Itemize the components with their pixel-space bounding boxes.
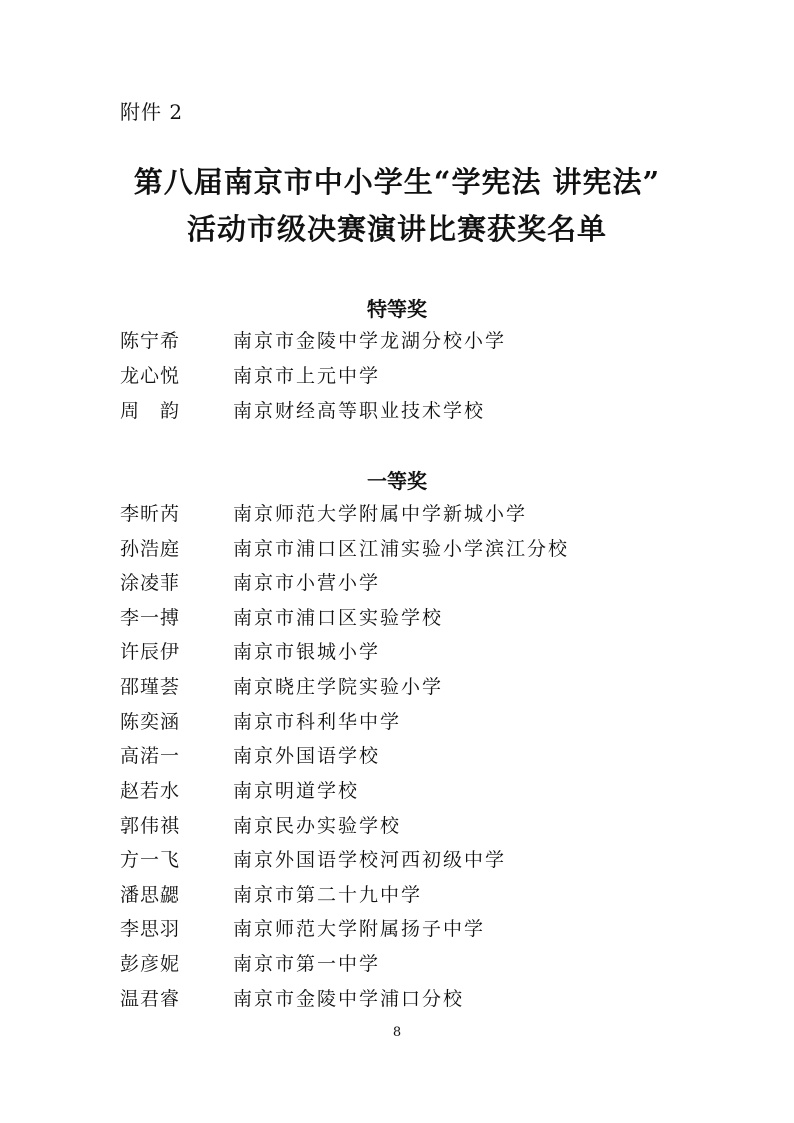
winner-school: 南京外国语学校 [233, 745, 381, 767]
winner-name: 龙心悦 [120, 365, 181, 387]
winner-school: 南京财经高等职业技术学校 [233, 400, 486, 422]
winner-school: 南京市金陵中学龙湖分校小学 [233, 330, 507, 352]
winner-name: 李一搏 [120, 607, 181, 629]
winner-name: 潘思勰 [120, 884, 181, 906]
winner-name: 高渃一 [120, 745, 181, 767]
winner-school: 南京晓庄学院实验小学 [233, 676, 444, 698]
winner-school: 南京师范大学附属中学新城小学 [233, 503, 528, 525]
document-title-line-2: 活动市级决赛演讲比赛获奖名单 [186, 212, 607, 246]
winner-school: 南京外国语学校河西初级中学 [233, 849, 507, 871]
section-heading-special-prize: 特等奖 [367, 297, 427, 321]
winner-name: 彭彦妮 [120, 953, 181, 975]
winner-name: 陈宁希 [120, 330, 181, 352]
winner-school: 南京市浦口区江浦实验小学滨江分校 [233, 538, 570, 560]
winner-name: 李思羽 [120, 918, 181, 940]
winner-school: 南京市科利华中学 [233, 711, 402, 733]
winner-school: 南京市小营小学 [233, 572, 381, 594]
winner-school: 南京市上元中学 [233, 365, 381, 387]
winner-school: 南京市银城小学 [233, 641, 381, 663]
winner-name: 孙浩庭 [120, 538, 181, 560]
page-number: 8 [392, 1025, 402, 1040]
winner-name: 邵瑾荟 [120, 676, 181, 698]
winner-school: 南京市金陵中学浦口分校 [233, 988, 465, 1010]
winner-name: 李昕芮 [120, 503, 181, 525]
winner-school: 南京市第二十九中学 [233, 884, 423, 906]
winner-school: 南京市浦口区实验学校 [233, 607, 444, 629]
winner-name: 陈奕涵 [120, 711, 181, 733]
attachment-label: 附件 2 [120, 100, 184, 124]
winner-name: 赵若水 [120, 780, 181, 802]
winner-school: 南京民办实验学校 [233, 815, 402, 837]
document-title-line-1: 第八届南京市中小学生“学宪法 讲宪法” [133, 165, 661, 199]
section-heading-first-prize: 一等奖 [367, 469, 427, 493]
winner-school: 南京市第一中学 [233, 953, 381, 975]
winner-name: 郭伟祺 [120, 815, 181, 837]
winner-name: 方一飞 [120, 849, 181, 871]
winner-name: 涂凌菲 [120, 572, 181, 594]
winner-name: 温君睿 [120, 988, 181, 1010]
winner-name: 周 韵 [120, 400, 181, 422]
winner-school: 南京师范大学附属扬子中学 [233, 918, 486, 940]
winner-school: 南京明道学校 [233, 780, 360, 802]
winner-name: 许辰伊 [120, 641, 181, 663]
